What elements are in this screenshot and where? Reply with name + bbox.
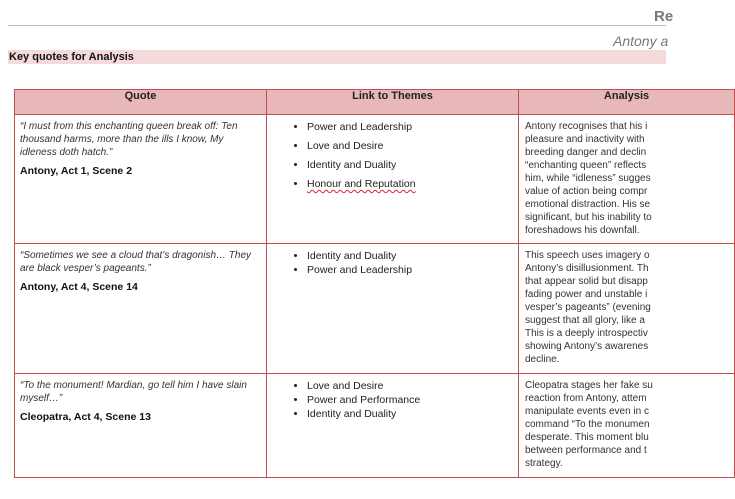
theme-item: • Love and Desire: [307, 379, 514, 393]
analysis-line: decline.: [525, 354, 560, 365]
analysis-line: between performance and t: [525, 445, 647, 456]
analysis-line: value of action being compr: [525, 186, 648, 197]
analysis-line: that appear solid but disapp: [525, 276, 648, 287]
themes-cell: [267, 244, 519, 374]
analysis-line: Antony recognises that his i: [525, 121, 648, 132]
themes-cell: [267, 374, 519, 478]
analysis-line: Antony’s disillusionment. Th: [525, 263, 649, 274]
analysis-line: emotional distraction. His se: [525, 199, 651, 210]
analysis-line: strategy.: [525, 458, 563, 469]
table-header-row: [15, 90, 735, 115]
theme-list: [277, 249, 514, 277]
theme-item: • Identity and Duality: [307, 158, 514, 172]
quote-cell: [15, 374, 267, 478]
analysis-line: fading power and unstable i: [525, 289, 648, 300]
table-row: [15, 115, 735, 244]
analysis-line: showing Antony’s awarenes: [525, 341, 649, 352]
theme-item: • Love and Desire: [307, 139, 514, 153]
theme-item: • Identity and Duality: [307, 249, 514, 263]
quote-source: Cleopatra, Act 4, Scene 13: [20, 411, 151, 423]
document-subtitle: Antony a: [613, 33, 669, 49]
document-title: Re: [654, 8, 674, 25]
quote-text: “Sometimes we see a cloud that’s dragonish… They are black vesper’s pageants.”: [20, 250, 252, 274]
quote-source: Antony, Act 1, Scene 2: [20, 165, 133, 177]
theme-list: [277, 120, 514, 191]
theme-item: • Power and Leadership: [307, 120, 514, 134]
quote-cell: [15, 115, 267, 244]
analysis-line: pleasure and inactivity with: [525, 134, 645, 145]
analysis-line: suggest that all glory, like a: [525, 315, 645, 326]
analysis-cell: [519, 374, 735, 478]
theme-item: • Identity and Duality: [307, 407, 514, 421]
table-row: [15, 244, 735, 374]
table-row: [15, 374, 735, 478]
quotes-table: [14, 89, 735, 478]
theme-item-text: Honour and Reputation: [307, 178, 416, 190]
themes-cell: [267, 115, 519, 244]
column-header-analysis: Analysis: [519, 90, 735, 115]
analysis-line: foreshadows his downfall.: [525, 225, 640, 236]
header-rule: [8, 25, 666, 26]
analysis-line: breeding danger and declin: [525, 147, 647, 158]
analysis-line: desperate. This moment blu: [525, 432, 649, 443]
quote-source: Antony, Act 4, Scene 14: [20, 281, 138, 293]
analysis-line: This speech uses imagery o: [525, 250, 650, 261]
column-header-quote: Quote: [15, 90, 267, 115]
theme-item: [307, 177, 514, 191]
quote-text: “To the monument! Mardian, go tell him I have slain myself…”: [20, 380, 247, 404]
analysis-line: This is a deeply introspectiv: [525, 328, 648, 339]
analysis-cell: [519, 115, 735, 244]
analysis-line: him, while “idleness” sugges: [525, 173, 651, 184]
analysis-cell: [519, 244, 735, 374]
theme-list: [277, 379, 514, 421]
analysis-line: command “To the monumen: [525, 419, 650, 430]
analysis-line: significant, but his inability to: [525, 212, 652, 223]
theme-item: • Power and Leadership: [307, 263, 514, 277]
analysis-line: “enchanting queen” reflects: [525, 160, 647, 171]
analysis-line: vesper’s pageants” (evening: [525, 302, 651, 313]
quote-text: “I must from this enchanting queen break off: Ten thousand harms, more than the ills I know, My idleness doth hatch.”: [20, 121, 238, 158]
analysis-line: Cleopatra stages her fake su: [525, 380, 653, 391]
quote-cell: [15, 244, 267, 374]
section-heading: Key quotes for Analysis: [8, 50, 666, 64]
analysis-line: reaction from Antony, attem: [525, 393, 647, 404]
column-header-themes: Link to Themes: [267, 90, 519, 115]
analysis-line: manipulate events even in c: [525, 406, 649, 417]
theme-item: • Power and Performance: [307, 393, 514, 407]
